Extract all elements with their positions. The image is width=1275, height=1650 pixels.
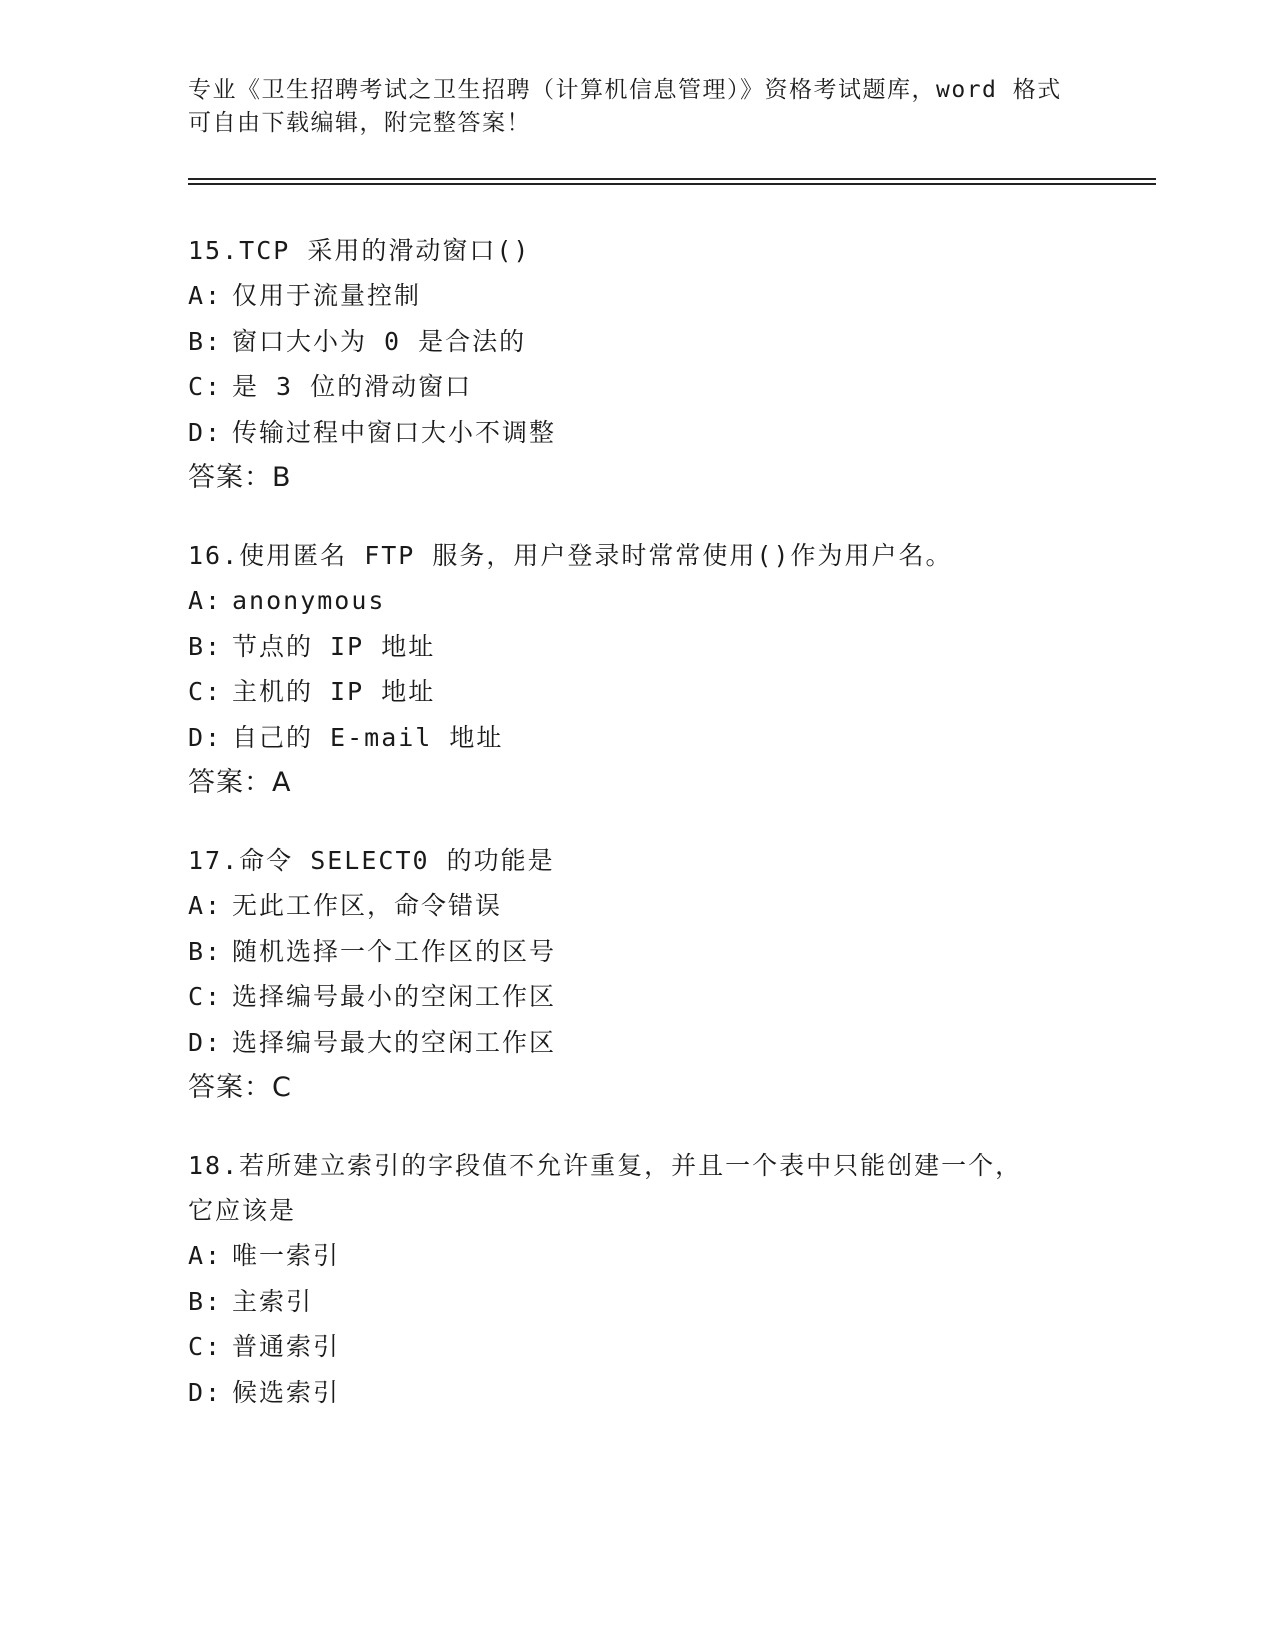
option-text: anonymous (232, 586, 386, 615)
option-letter: A: (188, 281, 223, 310)
question-16 (188, 533, 1108, 805)
option-c (188, 974, 1108, 1020)
option-text: 传输过程中窗口大小不调整 (232, 417, 557, 447)
option-letter: C: (188, 372, 223, 401)
option-text: 仅用于流量控制 (232, 281, 422, 310)
header-line-2: 可自由下载编辑，附完整答案！ (188, 110, 531, 136)
header-line-1: 专业《卫生招聘考试之卫生招聘（计算机信息管理）》资格考试题库，word 格式 (188, 77, 1062, 103)
option-letter: A: (188, 891, 223, 920)
option-b (188, 929, 1108, 975)
option-d (188, 715, 1108, 761)
answer-line: 答案：C (188, 1072, 292, 1103)
option-a (188, 273, 1108, 319)
option-text: 主索引 (232, 1286, 314, 1316)
option-letter: C: (188, 982, 223, 1011)
option-text: 自己的 E-mail 地址 (232, 722, 504, 752)
option-letter: D: (188, 1377, 223, 1407)
option-letter: C: (188, 677, 223, 706)
option-c (188, 1324, 1108, 1370)
option-text: 节点的 IP 地址 (232, 631, 436, 661)
header-divider-top (188, 178, 1156, 180)
option-a (188, 578, 1108, 624)
answer-line: 答案：A (188, 767, 292, 798)
option-d (188, 1020, 1108, 1066)
option-text: 窗口大小为 0 是合法的 (232, 326, 527, 356)
option-letter: C: (188, 1332, 223, 1361)
question-stem: 17.命令 SELECT0 的功能是 (188, 846, 555, 875)
question-18 (188, 1143, 1108, 1415)
option-c (188, 669, 1108, 715)
option-letter: D: (188, 417, 223, 447)
question-stem: 18.若所建立索引的字段值不允许重复，并且一个表中只能创建一个， (188, 1151, 1023, 1180)
option-text: 选择编号最大的空闲工作区 (232, 1027, 557, 1057)
option-letter: D: (188, 1027, 223, 1057)
question-15 (188, 228, 1108, 500)
option-letter: B: (188, 1286, 223, 1316)
option-text: 候选索引 (232, 1377, 341, 1407)
option-letter: B: (188, 936, 223, 966)
option-b (188, 319, 1108, 365)
option-d (188, 410, 1108, 456)
option-b (188, 1279, 1108, 1325)
option-text: 唯一索引 (232, 1241, 341, 1270)
option-text: 是 3 位的滑动窗口 (232, 372, 473, 401)
answer-line: 答案：B (188, 462, 292, 493)
option-c (188, 364, 1108, 410)
option-d (188, 1370, 1108, 1416)
option-letter: B: (188, 326, 223, 356)
document-header (188, 74, 1088, 140)
option-letter: A: (188, 1241, 223, 1270)
question-stem: 16.使用匿名 FTP 服务，用户登录时常常使用()作为用户名。 (188, 541, 953, 570)
header-divider-bottom (188, 183, 1156, 185)
question-17 (188, 838, 1108, 1110)
question-stem: 15.TCP 采用的滑动窗口() (188, 236, 531, 265)
option-text: 随机选择一个工作区的区号 (232, 936, 557, 966)
option-letter: D: (188, 722, 223, 752)
option-text: 选择编号最小的空闲工作区 (232, 982, 557, 1011)
option-letter: B: (188, 631, 223, 661)
option-a (188, 1233, 1108, 1279)
option-b (188, 624, 1108, 670)
option-a (188, 883, 1108, 929)
option-text: 普通索引 (232, 1332, 341, 1361)
option-text: 无此工作区，命令错误 (232, 891, 503, 920)
question-stem-continued: 它应该是 (188, 1196, 297, 1225)
option-text: 主机的 IP 地址 (232, 677, 436, 706)
option-letter: A: (188, 586, 223, 615)
